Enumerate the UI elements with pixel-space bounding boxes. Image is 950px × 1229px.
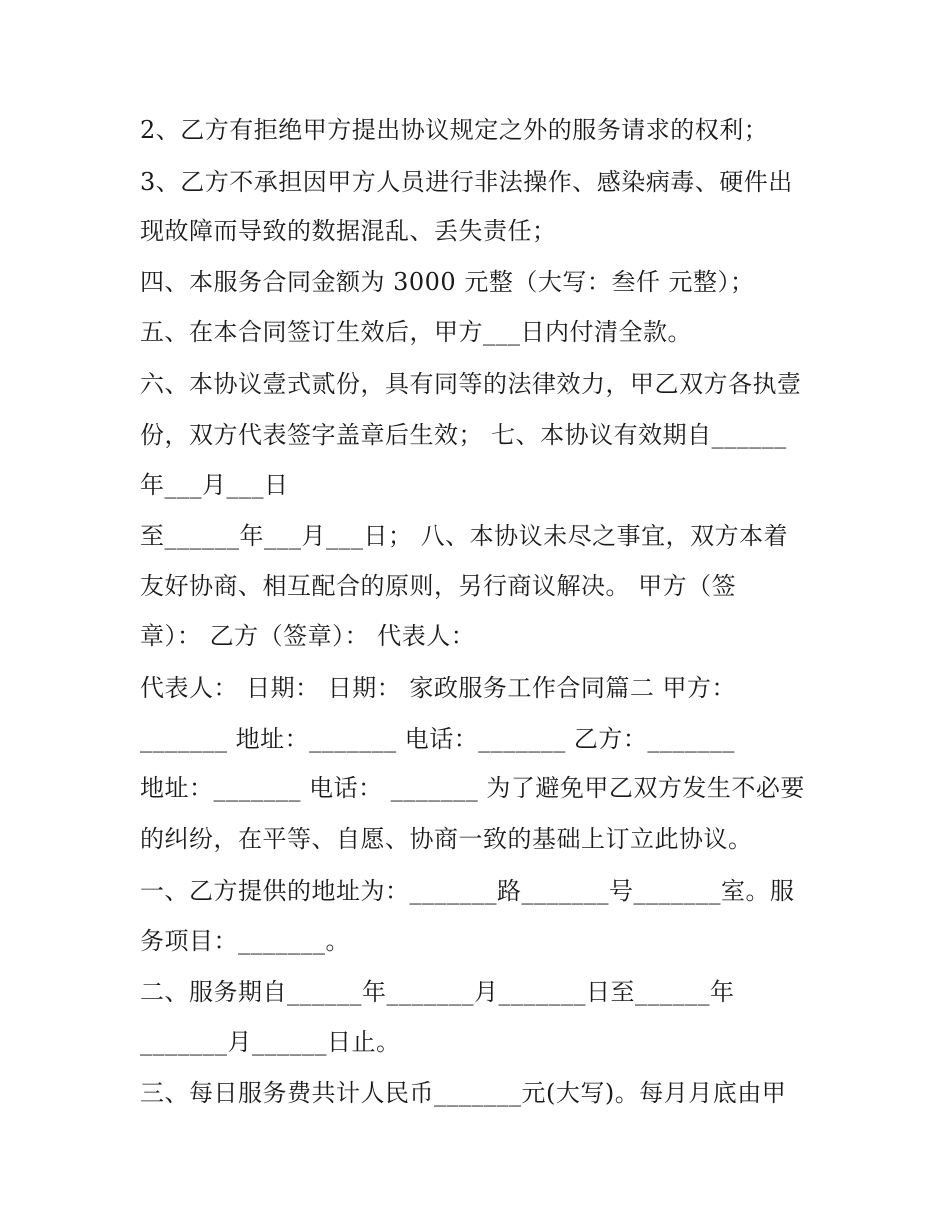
text-line: 务项目：_______。 — [140, 927, 350, 955]
text-line: 年___月___日 — [140, 471, 289, 499]
text-line: 代表人： 日期： 日期： 家政服务工作合同篇二 甲方： — [140, 674, 737, 702]
text-line: 四、本服务合同金额为 3000 元整（大写：叁仟 元整）； — [140, 268, 755, 296]
text-line: 友好协商、相互配合的原则，另行商议解决。 甲方（签 — [140, 572, 737, 600]
text-line: 二、服务期自______年_______月_______日至______年 — [140, 978, 735, 1006]
text-line: 地址：_______ 电话： _______ 为了避免甲乙双方发生不必要 — [140, 774, 805, 802]
text-line: 一、乙方提供的地址为：_______路_______号_______室。服 — [140, 877, 795, 905]
text-line: 六、本协议壹式贰份，具有同等的法律效力，甲乙双方各执壹 — [140, 370, 802, 398]
text-line: _______月______日止。 — [140, 1028, 401, 1056]
text-line: 三、每日服务费共计人民币_______元(大写)。每月月底由甲 — [140, 1079, 787, 1107]
text-line: 现故障而导致的数据混乱、丢失责任； — [140, 217, 557, 245]
text-line: 至______年___月___日； 八、本协议未尽之事宜，双方本着 — [140, 522, 789, 550]
text-line: _______ 地址：_______ 电话：_______ 乙方：_______ — [140, 725, 735, 753]
text-line: 份，双方代表签字盖章后生效； 七、本协议有效期自______ — [140, 421, 787, 449]
text-line: 2、乙方有拒绝甲方提出协议规定之外的服务请求的权利； — [140, 116, 769, 144]
text-line: 3、乙方不承担因甲方人员进行非法操作、感染病毒、硬件出 — [140, 168, 793, 196]
text-line: 的纠纷，在平等、自愿、协商一致的基础上订立此协议。 — [140, 825, 753, 853]
text-line: 章）： 乙方（签章）： 代表人： — [140, 622, 476, 650]
text-line: 五、在本合同签订生效后，甲方___日内付清全款。 — [140, 318, 692, 346]
